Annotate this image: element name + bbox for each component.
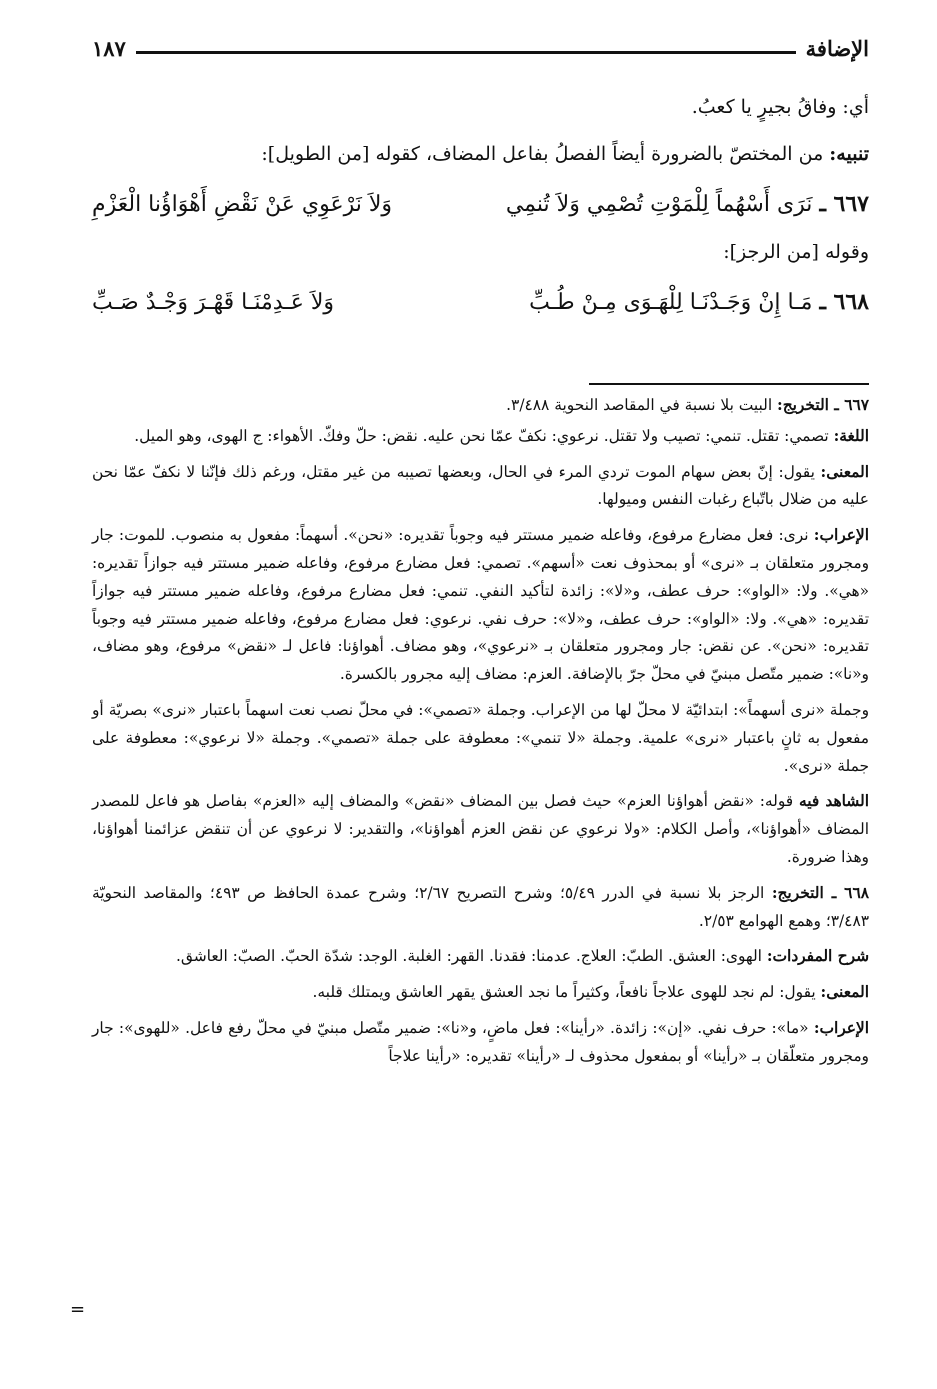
chapter-title: الإضافة [805, 35, 869, 61]
verse-667 [92, 179, 869, 229]
note-label: ٦٦٨ ـ التخريج: [771, 883, 869, 902]
footnote-separator [589, 383, 869, 385]
note-label: شرح المفردات: [766, 947, 869, 966]
verse-668-first-hemistich [529, 289, 869, 315]
note-label: اللغة: [833, 426, 869, 445]
footnotes [92, 392, 869, 1079]
hemistich-text: نَرَى أَسْهُماً لِلْمَوْتِ تُصْمِي وَلاَ تُنمِي [505, 192, 813, 217]
note-668-mana [92, 979, 869, 1007]
note-668-irab [92, 1015, 869, 1071]
tanbih-text: من المختصّ بالضرورة أيضاً الفصلُ بفاعل المضاف، كقوله [من الطويل]: [261, 143, 824, 165]
tanbih-paragraph [92, 139, 869, 169]
hemistich-text: مَـا إِنْ وَجَـدْنَـا لِلْهَـوَى مِـنْ طُـبِّ [529, 290, 813, 315]
note-667-lugha [92, 423, 869, 451]
text-line: أي: وفاقُ بجيرٍ يا كعبُ. [691, 96, 869, 118]
continuation-mark: = [70, 1299, 86, 1320]
note-667-jumal: وجملة «نرى أسهماً»: ابتدائيّة لا محلّ لها من الإعراب. وجملة «تصمي»: في محلّ نصب نعت اسهماً باعتبار «نرى» بصريّة أو مفعول به ثانٍ باعتبار «نرى» علمية. وجملة «لا تنمي»: معطوفة على جملة «تصمي». وجملة «لا نرعوي»: معطوفة على جملة «نرى». [92, 700, 869, 775]
note-text: نرى: فعل مضارع مرفوع، وفاعله ضمير مستتر فيه وجوباً تقديره: «نحن». أسهماً: مفعول به منصوب. للموت: جار ومجرور متعلقان بـ «نرى» أو بمحذوف نعت «أسهم». تصمي: فعل مضارع مرفوع، وفاعله ضمير مستتر فيه جوازاً تقديره: «هي». ولا: «الواو»: حرف عطف، و«لا»: زائدة لتأكيد النفي. تنمي: فعل مضارع مرفوع، وفاعله ضمير مستتر فيه جوازاً تقديره: «هي». ولا: «الواو»: حرف عطف، و«لا»: حرف نفي. نرعوي: فعل مضارع مرفوع، وفاعله ضمير مستتر فيه وجوباً تقديره: «نحن». عن نقض: جار ومجرور متعلقان بـ «نرعوي»، وهو مضاف. أهواؤنا: فاعل لـ «نقض» مرفوع، وهو مضاف، و«نا»: ضمير متّصل مبنيّ في محلّ جرّ بالإضافة. العزم: مضاف إليه مجرور بالكسرة. [92, 526, 869, 684]
verse-668-second-hemistich: وَلاَ عَـدِمْنَـا قَهْـرَ وَجْـدٌ صَـبِّ [92, 289, 335, 315]
note-text: الهوى: العشق. الطبّ: العلاج. عدمنا: فقدنا. القهر: الغلبة. الوجد: شدّة الحبّ. الصبّ: العاشق. [176, 947, 762, 966]
page-number: ١٨٧ [92, 35, 126, 61]
note-text: «ما»: حرف نفي. «إن»: زائدة. «رأينا»: فعل ماضٍ، و«نا»: ضمير متّصل مبنيّ في محلّ رفع فاعل. «للهوى»: جار ومجرور متعلّقان بـ «رأينا» أو بمفعول محذوف لـ «رأينا» تقديره: «رأينا علاجاً [92, 1018, 869, 1065]
verse-intro: وقوله [من الرجز]: [723, 241, 869, 263]
note-667-shahid [92, 788, 869, 871]
verse-number: ٦٦٧ ـ [819, 191, 869, 217]
note-text: يقول: لم نجد للهوى علاجاً نافعاً، وكثيراً ما نجد العشق يقهر العاشق ويمتلك قلبه. [312, 983, 816, 1002]
note-label: ٦٦٧ ـ التخريج: [777, 396, 869, 414]
note-668-takhrij [92, 880, 869, 936]
note-text: قوله: «نقض أهواؤنا العزم» حيث فصل بين المضاف «نقض» والمضاف إليه «العزم» بفاصل هو فاعل للمصدر المضاف «أهواؤنا»، وأصل الكلام: «ولا نرعوي عن نقض العزم أهواؤنا»، والتقدير: لا نرعوي عن أن تنقض عزائمنا أهواؤنا، وهذا ضرورة. [92, 792, 869, 866]
note-text: الرجز بلا نسبة في الدرر ٥/٤٩؛ وشرح التصريح ٢/٦٧؛ وشرح عمدة الحافظ ص ٤٩٣؛ والمقاصد النحويّة ٣/٤٨٣؛ وهمع الهوامع ٢/٥٣. [92, 883, 869, 930]
note-668-mufradat [92, 943, 869, 971]
note-text: البيت بلا نسبة في المقاصد النحوية ٣/٤٨٨. [506, 396, 773, 414]
note-label: الإعراب: [813, 1018, 869, 1037]
note-text: يقول: إنّ بعض سهام الموت تردي المرء في الحال، وبعضها تصيبه من غير مقتل، ورغم ذلك فإنّنا لا نكفّ عمّا نحن عليه من ضلال باتّباع رغبات النفس وميولها. [92, 462, 869, 509]
note-667-takhrij [92, 392, 869, 420]
note-label: المعنى: [820, 462, 869, 481]
note-667-mana [92, 459, 869, 515]
note-label: الإعراب: [813, 526, 869, 545]
main-text [92, 92, 869, 335]
note-label: الشاهد فيه [798, 792, 869, 811]
note-label: المعنى: [820, 983, 869, 1002]
note-667-irab [92, 522, 869, 689]
verse-number: ٦٦٨ ـ [819, 289, 869, 315]
verse-667-first-hemistich [506, 191, 869, 217]
page-header [92, 28, 869, 68]
note-text: تصمي: تقتل. تنمي: تصيب ولا تقتل. نرعوي: نكفّ عمّا نحن عليه. نقض: حلّ وفكّ. الأهواء: ج الهوى، وهو الميل. [134, 426, 829, 445]
verse-667-second-hemistich: وَلاَ نَرْعَوِي عَنْ نَقْضِ أَهْوَاؤُنا الْعَزْمِ [92, 191, 393, 217]
tanbih-label: تنبيه: [829, 143, 869, 165]
header-rule [136, 51, 796, 54]
verse-668 [92, 277, 869, 327]
